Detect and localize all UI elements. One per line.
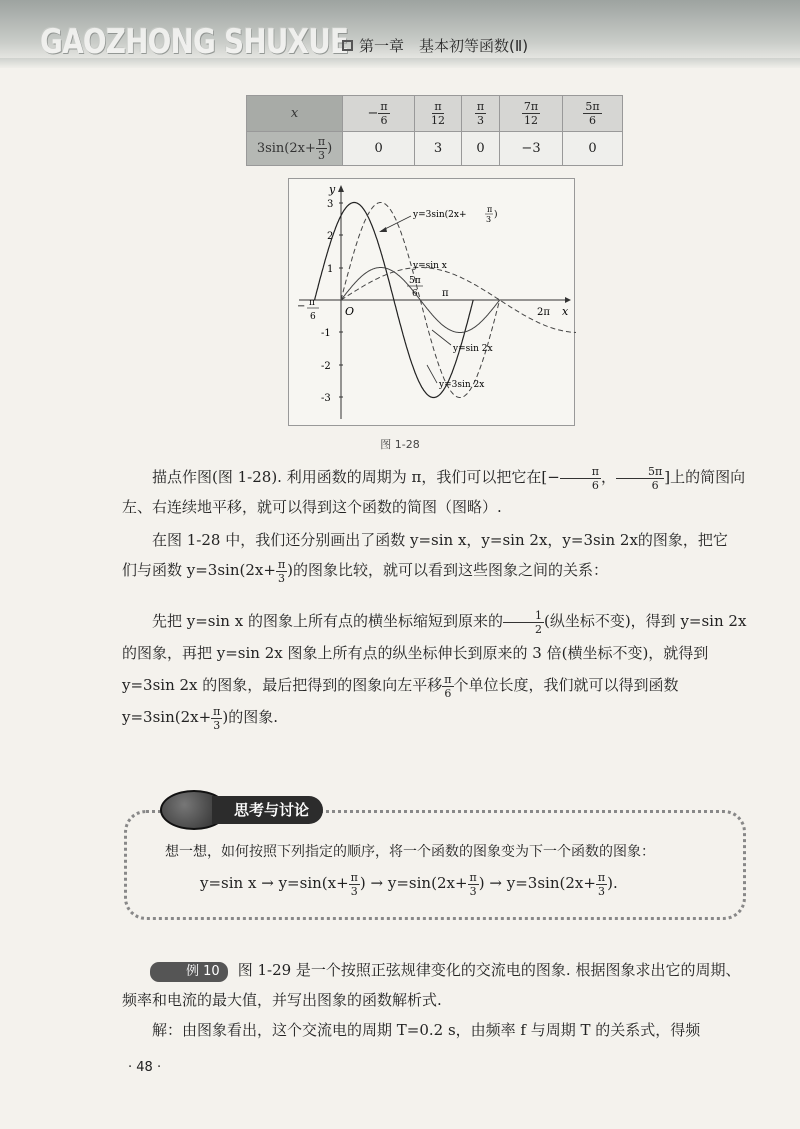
arrow-icon: → (261, 874, 274, 892)
svg-text:6: 6 (412, 289, 418, 299)
svg-text:): ) (494, 210, 498, 220)
origin-label: O (345, 305, 355, 318)
svg-text:y=3sin(2x+: y=3sin(2x+ (413, 210, 467, 220)
y-ticks (321, 199, 343, 404)
y-tick-3: 3 (327, 199, 334, 210)
y-tick-neg3: -3 (321, 393, 331, 404)
chapter-title-text: 第一章 基本初等函数(Ⅱ) (359, 37, 529, 55)
table-cell-y-4: 0 (562, 132, 622, 166)
think-title: 思考与讨论 (212, 796, 323, 824)
example-tag: 例 10 (150, 962, 228, 982)
y-tick-1: 1 (327, 264, 334, 275)
svg-text:−: − (297, 301, 306, 312)
curve-label-main (412, 205, 498, 224)
y-tick-neg2: -2 (321, 361, 331, 372)
table-cell-x-4: $\frac{5\pi}{6}$ (562, 96, 622, 132)
paragraph-2: 在图 1-28 中，我们还分别画出了函数 y=sin x，y=sin 2x，y=3sin 2x的图象，把它 们与函数 y=3sin(2x+ $\frac{\pi}{3}$ )的图象比较，就可以看到这些图象之间的关系： (122, 531, 728, 585)
table-cell-y-3: −3 (500, 132, 563, 166)
curve-label-3sin-2x: y=3sin 2x (439, 380, 485, 390)
think-discuss-box (120, 790, 750, 925)
curve-label-sin-2x: y=sin 2x (453, 344, 493, 354)
think-question: 想一想，如何按照下列指定的顺序，将一个函数的图象变为下一个函数的图象： (165, 844, 655, 860)
page-number: · 48 · (128, 1060, 162, 1075)
example-10: 例 10 图 1-29 是一个按照正弦规律变化的交流电的图象. 根据图象求出它的周期、 频率和电流的最大值，并写出图象的函数解析式. 解：由图象看出，这个交流电的周期 T=0.2 s，由频率 f 与周期 T 的关系式，得频 (122, 955, 762, 1045)
x-label-pi: π (442, 288, 449, 299)
function-graph (289, 179, 576, 427)
svg-text:π: π (487, 205, 493, 214)
paragraph-1: 描点作图(图 1-28). 利用函数的周期为 π，我们可以把它在[− $\frac{\pi}{6}$ ， $\frac{5\pi}{6}$ ]上的简图向 左、右连续地平移，就可以得到这个函数的简图（图略）. (122, 464, 746, 516)
x-label-neg-pi-6 (297, 298, 319, 322)
y-tick-2: 2 (327, 231, 334, 242)
table-row-y (247, 132, 623, 166)
table-row-x (247, 96, 623, 132)
y-tick-neg1: -1 (321, 328, 331, 339)
y-axis-label: y (329, 183, 336, 196)
think-box-dotted-border (124, 810, 746, 920)
svg-text:5π: 5π (409, 276, 421, 286)
value-table (246, 95, 623, 166)
paragraph-3: 先把 y=sin x 的图象上所有点的横坐标缩短到原来的 $\frac{1}{2}$ (纵坐标不变)，得到 y=sin 2x 的图象，再把 y=sin 2x 图象上所有点的纵坐标伸长到原来的 3 倍(横坐标不变)，就得到 y=3sin 2x 的图象，最后把得到的图象向左平移 $\frac{\pi}{6}$ 个单位长度，我们就可以得到函数 y=3sin(2x+ $\frac{\pi}{3}$ )的图象. (122, 608, 747, 732)
chapter-square-icon (342, 40, 353, 51)
curve-label-sin-x: y=sin x (413, 261, 447, 271)
think-badge (160, 790, 360, 824)
chapter-title (342, 35, 528, 56)
table-cell-x-2: $\frac{\pi}{3}$ (461, 96, 499, 132)
table-cell-x-0: − $\frac{\pi}{6}$ (343, 96, 415, 132)
x-label-2pi: 2π (537, 307, 550, 318)
function-graph-figure (288, 178, 575, 426)
page-header (0, 0, 800, 72)
figure-caption: 图 1-28 (380, 438, 420, 451)
arrow-icon: → (489, 874, 502, 892)
example-line-2: 频率和电流的最大值，并写出图象的函数解析式. (122, 991, 442, 1009)
example-solution: 解：由图象看出，这个交流电的周期 T=0.2 s，由频率 f 与周期 T 的关系式，得频 (152, 1021, 701, 1039)
svg-text:π: π (309, 298, 315, 308)
brand-watermark: GAOZHONG SHUXUE (40, 22, 349, 62)
x-axis-arrow-icon (565, 297, 571, 303)
think-formula-chain: y=sin x → y=sin(x+ $\frac{\pi}{3}$ ) → y=sin(2x+ $\frac{\pi}{3}$ ) → y=3sin(2x+ $\frac{\pi}{3}$ ). (200, 870, 618, 898)
table-cell-x-1: $\frac{\pi}{12}$ (415, 96, 462, 132)
svg-text:3: 3 (486, 215, 492, 224)
svg-text:6: 6 (310, 312, 316, 322)
table-cell-y-2: 0 (461, 132, 499, 166)
arrow-icon: → (370, 874, 384, 892)
table-cell-y-1: 3 (415, 132, 462, 166)
table-cell-x-3: $\frac{7\pi}{12}$ (500, 96, 563, 132)
x-axis-label: x (562, 305, 569, 318)
table-header-x: x (247, 96, 343, 132)
table-header-y: 3sin(2x+ $\frac{\pi}{3}$ ) (247, 132, 343, 166)
table-cell-y-0: 0 (343, 132, 415, 166)
y-axis-arrow-icon (338, 185, 344, 192)
